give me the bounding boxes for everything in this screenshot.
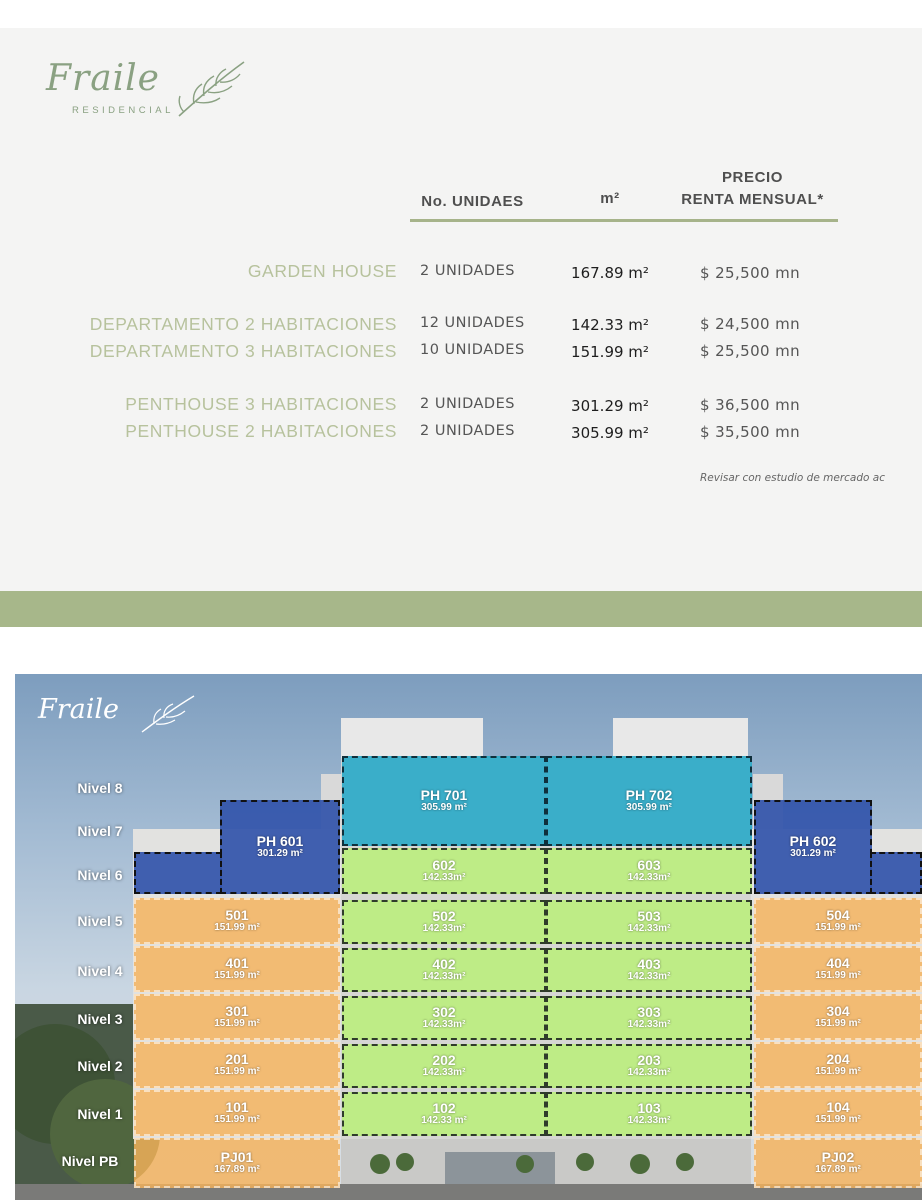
header-price-line2: RENTA MENSUAL* (681, 191, 824, 208)
row-area: 301.29 m² (571, 397, 649, 415)
unit-603[interactable] (546, 848, 752, 894)
row-units: 12 UNIDADES (420, 315, 525, 331)
unit-number: 102 (432, 1100, 456, 1117)
unit-number: 402 (432, 956, 456, 973)
row-type: DEPARTAMENTO 2 HABITACIONES (89, 314, 397, 334)
unit-101[interactable] (134, 1090, 340, 1136)
unit-number: 403 (637, 956, 661, 973)
unit-303[interactable] (546, 996, 752, 1040)
level-label: Nivel 2 (77, 1058, 123, 1074)
unit-102[interactable] (342, 1092, 546, 1136)
unit-area: 142.33 m² (421, 1115, 467, 1127)
unit-number: 201 (225, 1051, 249, 1068)
row-units: 2 UNIDADES (420, 263, 515, 279)
unit-number: 103 (637, 1100, 661, 1117)
unit-number: 301 (225, 1003, 249, 1020)
unit-area: 151.99 m² (815, 1018, 861, 1030)
unit-area: 301.29 m² (790, 848, 836, 860)
unit-103[interactable] (546, 1092, 752, 1136)
unit-area: 151.99 m² (815, 1114, 861, 1126)
unit-area: 142.33m² (627, 923, 671, 935)
unit-104[interactable] (754, 1090, 922, 1136)
unit-number: PJ02 (821, 1149, 855, 1166)
unit-area: 305.99 m² (421, 802, 467, 814)
unit-area: 305.99 m² (626, 802, 672, 814)
header-price-line1: PRECIO (721, 169, 784, 186)
row-units: 2 UNIDADES (420, 396, 515, 412)
row-type: GARDEN HOUSE (247, 261, 397, 281)
header-underline (410, 219, 838, 222)
row-price: $ 25,500 mn (700, 342, 801, 360)
row-area: 305.99 m² (571, 424, 649, 442)
level-label: Nivel 5 (77, 913, 123, 929)
row-price: $ 35,500 mn (700, 423, 801, 441)
brand-logo (46, 58, 256, 124)
unit-number: 302 (432, 1004, 456, 1021)
market-study-note: Revisar con estudio de mercado ac (700, 472, 885, 484)
unit-area: 142.33m² (422, 1019, 466, 1031)
unit-area: 142.33m² (627, 1115, 671, 1127)
row-type: DEPARTAMENTO 3 HABITACIONES (89, 341, 397, 361)
level-label: Nivel 1 (77, 1106, 123, 1122)
unit-501[interactable] (134, 898, 340, 944)
unit-304[interactable] (754, 994, 922, 1040)
unit-area: 142.33m² (422, 872, 466, 884)
unit-504[interactable] (754, 898, 922, 944)
row-price: $ 25,500 mn (700, 264, 801, 282)
unit-number: PH 701 (420, 787, 468, 804)
unit-area: 151.99 m² (815, 922, 861, 934)
level-label: Nivel 7 (77, 823, 123, 839)
unit-301[interactable] (134, 994, 340, 1040)
unit-number: 304 (826, 1003, 850, 1020)
header-units: No. UNIDAES (421, 193, 524, 210)
unit-403[interactable] (546, 948, 752, 992)
row-area: 142.33 m² (571, 316, 649, 334)
unit-area: 151.99 m² (214, 1066, 260, 1078)
unit-number: PJ01 (220, 1149, 254, 1166)
unit-404[interactable] (754, 946, 922, 992)
unit-number: 303 (637, 1004, 661, 1021)
unit-number: PH 702 (625, 787, 673, 804)
unit-203[interactable] (546, 1044, 752, 1088)
unit-pj01[interactable] (134, 1138, 340, 1188)
unit-ph602-lower[interactable] (870, 852, 922, 894)
unit-number: 504 (826, 907, 850, 924)
unit-number: 603 (637, 857, 661, 874)
row-units: 10 UNIDADES (420, 342, 525, 358)
brand-subtitle: RESIDENCIAL (72, 105, 174, 116)
row-type: PENTHOUSE 2 HABITACIONES (125, 421, 397, 441)
row-price: $ 24,500 mn (700, 315, 801, 333)
level-label: Nivel 8 (77, 780, 123, 796)
unit-area: 167.89 m² (815, 1164, 861, 1176)
unit-area: 142.33m² (627, 872, 671, 884)
unit-number: 501 (225, 907, 249, 924)
unit-number: 401 (225, 955, 249, 972)
unit-area: 142.33m² (627, 1019, 671, 1031)
unit-number: 602 (432, 857, 456, 874)
top-strip (0, 0, 922, 28)
unit-area: 151.99 m² (214, 970, 260, 982)
unit-area: 142.33m² (422, 971, 466, 983)
unit-area: 151.99 m² (815, 970, 861, 982)
unit-number: PH 602 (789, 833, 837, 850)
unit-area: 151.99 m² (214, 1114, 260, 1126)
unit-ph701[interactable] (342, 756, 546, 846)
unit-area: 142.33m² (422, 923, 466, 935)
unit-area: 151.99 m² (815, 1066, 861, 1078)
unit-area: 142.33m² (627, 1067, 671, 1079)
render-logo (38, 694, 208, 738)
unit-area: 151.99 m² (214, 922, 260, 934)
unit-503[interactable] (546, 900, 752, 944)
unit-number: 202 (432, 1052, 456, 1069)
unit-602[interactable] (342, 848, 546, 894)
unit-ph602[interactable] (754, 800, 872, 894)
row-units: 2 UNIDADES (420, 423, 515, 439)
row-type: PENTHOUSE 3 HABITACIONES (125, 394, 397, 414)
unit-ph601[interactable] (220, 800, 340, 894)
leaf-icon (174, 58, 249, 120)
unit-ph702[interactable] (546, 756, 752, 846)
unit-401[interactable] (134, 946, 340, 992)
level-label: Nivel PB (61, 1153, 119, 1169)
level-label: Nivel 6 (77, 867, 123, 883)
row-price: $ 36,500 mn (700, 396, 801, 414)
unit-number: 104 (826, 1099, 850, 1116)
header-area: m² (600, 190, 620, 207)
brand-name: Fraile (46, 58, 160, 99)
unit-number: 203 (637, 1052, 661, 1069)
unit-502[interactable] (342, 900, 546, 944)
unit-number: PH 601 (256, 833, 304, 850)
leaf-icon (138, 694, 198, 734)
row-area: 151.99 m² (571, 343, 649, 361)
unit-number: 502 (432, 908, 456, 925)
unit-402[interactable] (342, 948, 546, 992)
level-label: Nivel 3 (77, 1011, 123, 1027)
unit-ph601-lower[interactable] (134, 852, 222, 894)
divider-band (0, 591, 922, 627)
row-area: 167.89 m² (571, 264, 649, 282)
unit-number: 101 (225, 1099, 249, 1116)
unit-number: 404 (826, 955, 850, 972)
render-brand-name: Fraile (38, 694, 119, 725)
unit-202[interactable] (342, 1044, 546, 1088)
unit-204[interactable] (754, 1042, 922, 1088)
unit-201[interactable] (134, 1042, 340, 1088)
unit-area: 301.29 m² (257, 848, 303, 860)
level-label: Nivel 4 (77, 963, 123, 979)
unit-area: 142.33m² (627, 971, 671, 983)
unit-number: 503 (637, 908, 661, 925)
unit-area: 151.99 m² (214, 1018, 260, 1030)
unit-area: 167.89 m² (214, 1164, 260, 1176)
unit-area: 142.33m² (422, 1067, 466, 1079)
unit-302[interactable] (342, 996, 546, 1040)
unit-pj02[interactable] (754, 1138, 922, 1188)
unit-number: 204 (826, 1051, 850, 1068)
